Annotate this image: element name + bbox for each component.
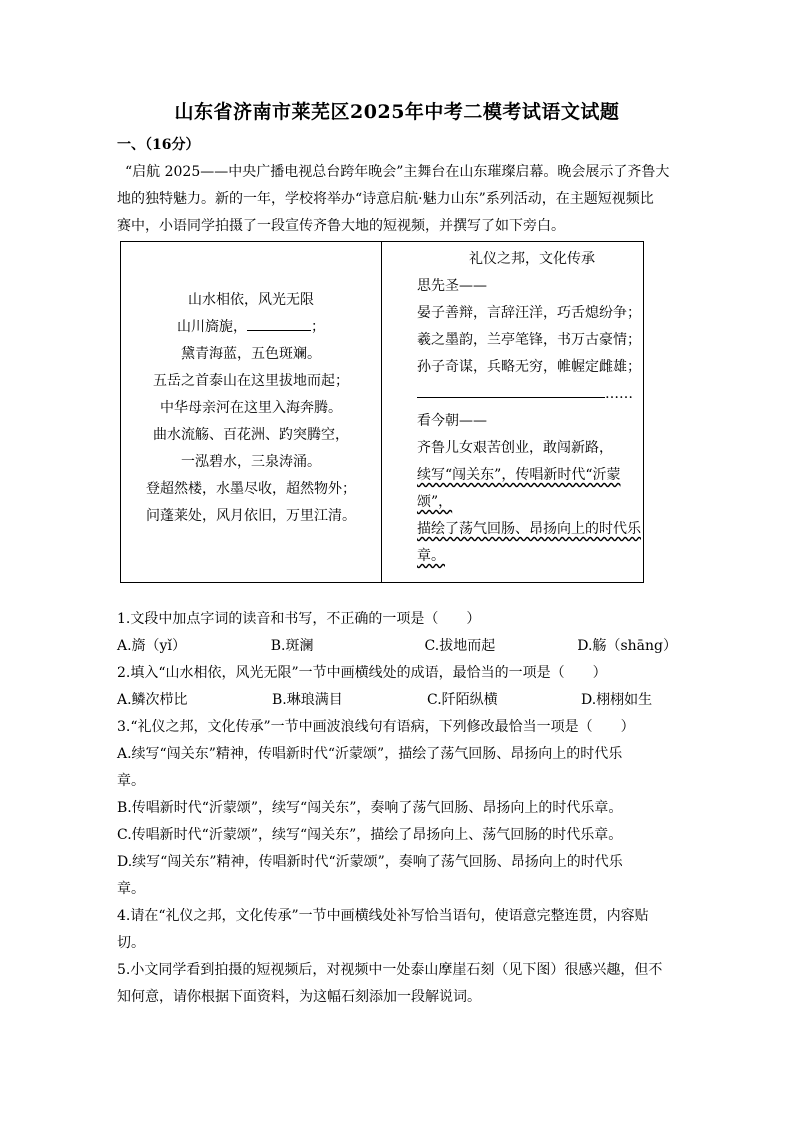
option-c: C.拔地而起 — [424, 638, 496, 654]
left-line: 黛青海蓝，五色斑斓。 — [181, 346, 321, 362]
left-line: 问蓬莱处，风月依旧，万里江清。 — [146, 508, 356, 524]
left-line: 登超然楼，水墨尽收，超然物外； — [146, 481, 356, 497]
fill-blank-long — [417, 385, 605, 398]
question-3 — [117, 714, 677, 903]
right-heading: 礼仪之邦，文化传承 — [469, 251, 595, 267]
wavy-underlined-line: 颂”， — [417, 494, 453, 510]
right-line — [417, 381, 647, 408]
intro-line: “启航 2025——中央广播电视总台跨年晚会”主舞台在山东璀璨启幕。晚会展示了齐鲁大 — [125, 164, 670, 180]
question-2 — [117, 660, 677, 714]
question-stem: 2.填入“山水相依，风光无限”一节中画横线处的成语，最恰当的一项是（ ） — [117, 665, 607, 681]
narration-table — [120, 241, 644, 583]
fill-blank — [247, 318, 311, 331]
right-line: 看今朝—— — [417, 413, 487, 429]
right-column — [417, 246, 647, 570]
intro-line: 赛中，小语同学拍摄了一段宣传齐鲁大地的短视频，并撰写了如下旁白。 — [117, 218, 565, 234]
ellipsis: …… — [605, 386, 633, 402]
intro-paragraph — [117, 159, 677, 240]
option-b: B.琳琅满目 — [272, 692, 343, 708]
option-a: A.续写“闯关东”精神，传唱新时代“沂蒙颂”，描绘了荡气回肠、昂扬向上的时代乐 — [117, 746, 623, 762]
question-1 — [117, 606, 677, 660]
right-line: 孙子奇谋，兵略无穷，帷幄定雌雄； — [417, 359, 641, 375]
section-heading: 一、（16分） — [117, 137, 200, 153]
option-c: C.传唱新时代“沂蒙颂”，续写“闯关东”，描绘了昂扬向上、荡气回肠的时代乐章。 — [117, 827, 623, 843]
question-4 — [117, 903, 677, 957]
right-line: 齐鲁儿女艰苦创业，敢闯新路， — [417, 440, 613, 456]
question-line: 知何意，请你根据下面资料，为这幅石刻添加一段解说词。 — [117, 989, 481, 1005]
option-b: B.斑澜 — [270, 638, 314, 654]
option-c: C.阡陌纵横 — [427, 692, 498, 708]
table-divider — [381, 242, 382, 582]
option-d: D.栩栩如生 — [581, 692, 653, 708]
wavy-underlined-line: 续写“闯关东”，传唱新时代“沂蒙 — [417, 467, 621, 483]
right-line: 羲之墨韵，兰亭笔锋，书万古豪情； — [417, 332, 641, 348]
option-d: D.觞（shāng） — [577, 638, 677, 654]
option-d-cont: 章。 — [117, 881, 145, 897]
left-line: 一泓碧水，三泉涛涌。 — [181, 454, 321, 470]
option-a: A.鳞次栉比 — [117, 692, 188, 708]
intro-line: 地的独特魅力。新的一年，学校将举办“诗意启航·魅力山东”系列活动，在主题短视频比 — [117, 191, 654, 207]
option-a-cont: 章。 — [117, 773, 145, 789]
right-line: 思先圣—— — [417, 278, 487, 294]
left-line: 中华母亲河在这里入海奔腾。 — [160, 400, 342, 416]
question-5 — [117, 957, 677, 1011]
left-line-end: ； — [311, 319, 325, 335]
left-line-text: 山川旖旎， — [177, 319, 247, 335]
left-line: 曲水流觞、百花洲、趵突腾空， — [153, 427, 349, 443]
question-stem: 1.文段中加点字词的读音和书写，不正确的一项是（ ） — [117, 611, 481, 627]
left-line — [121, 314, 381, 341]
question-stem: 3.“礼仪之邦，文化传承”一节中画波浪线句有语病，下列修改最恰当一项是（ ） — [117, 719, 635, 735]
left-line: 五岳之首泰山在这里拔地而起； — [153, 373, 349, 389]
question-line: 4.请在“礼仪之邦，文化传承”一节中画横线处补写恰当语句，使语意完整连贯，内容贴 — [117, 908, 649, 924]
left-column — [121, 287, 381, 530]
question-line: 切。 — [117, 935, 145, 951]
right-line: 晏子善辩，言辞汪洋，巧舌熄纷争； — [417, 305, 641, 321]
question-line: 5.小文同学看到拍摄的短视频后，对视频中一处泰山摩崖石刻（见下图）很感兴趣，但不 — [117, 962, 663, 978]
options-row — [117, 687, 677, 714]
exam-title: 山东省济南市莱芜区2025年中考二模考试语文试题 — [174, 101, 620, 123]
left-heading: 山水相依，风光无限 — [188, 292, 314, 308]
wavy-underlined-line: 章。 — [417, 548, 445, 564]
option-b: B.传唱新时代“沂蒙颂”，续写“闯关东”，奏响了荡气回肠、昂扬向上的时代乐章。 — [117, 800, 623, 816]
option-d: D.续写“闯关东”精神，传唱新时代“沂蒙颂”，奏响了荡气回肠、昂扬向上的时代乐 — [117, 854, 623, 870]
options-row — [117, 633, 677, 660]
wavy-underlined-line: 描绘了荡气回肠、昂扬向上的时代乐 — [417, 521, 641, 537]
option-a: A.旖（yǐ） — [117, 638, 186, 654]
